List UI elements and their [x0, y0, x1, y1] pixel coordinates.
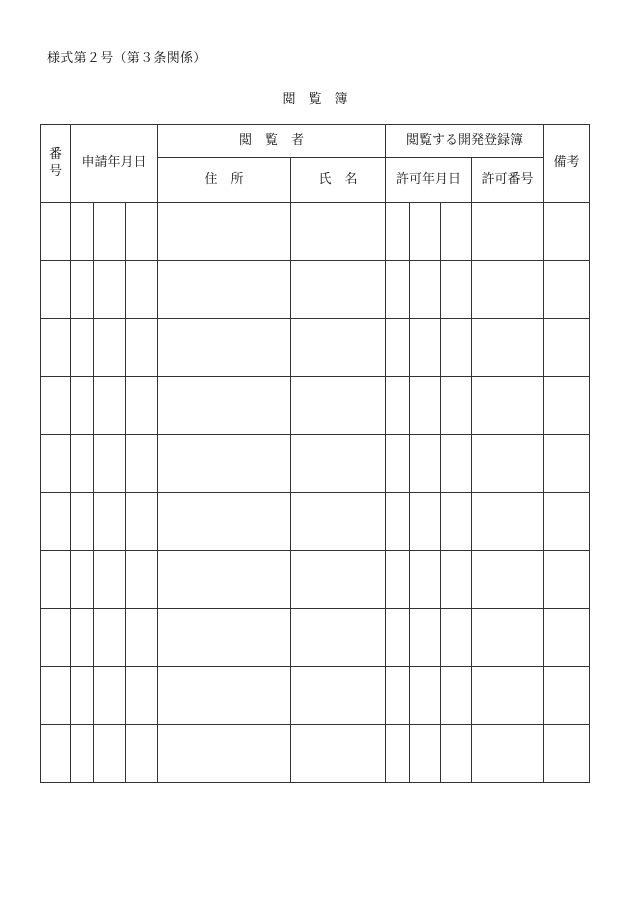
header-number	[41, 125, 71, 203]
cell-app-month	[94, 493, 126, 551]
cell-number	[41, 319, 71, 377]
cell-remarks	[544, 203, 590, 261]
cell-app-day	[126, 377, 158, 435]
table-row	[41, 609, 590, 667]
cell-app-year	[71, 609, 94, 667]
cell-app-month	[94, 319, 126, 377]
cell-permit-day	[441, 261, 472, 319]
cell-permit-number	[472, 609, 544, 667]
cell-remarks	[544, 725, 590, 783]
header-viewer-name: 氏 名	[291, 158, 386, 203]
cell-permit-month	[410, 319, 441, 377]
cell-permit-month	[410, 493, 441, 551]
cell-permit-month	[410, 725, 441, 783]
cell-app-month	[94, 203, 126, 261]
cell-permit-year	[386, 493, 410, 551]
table-row	[41, 319, 590, 377]
cell-app-month	[94, 609, 126, 667]
cell-name	[291, 435, 386, 493]
cell-app-year	[71, 667, 94, 725]
cell-number	[41, 203, 71, 261]
cell-app-day	[126, 261, 158, 319]
cell-permit-number	[472, 435, 544, 493]
cell-permit-month	[410, 261, 441, 319]
table-row	[41, 435, 590, 493]
cell-remarks	[544, 261, 590, 319]
cell-app-day	[126, 203, 158, 261]
cell-address	[158, 609, 291, 667]
cell-app-year	[71, 377, 94, 435]
cell-permit-year	[386, 725, 410, 783]
cell-address	[158, 377, 291, 435]
cell-name	[291, 551, 386, 609]
cell-permit-year	[386, 203, 410, 261]
cell-name	[291, 261, 386, 319]
cell-app-day	[126, 319, 158, 377]
cell-remarks	[544, 609, 590, 667]
cell-app-year	[71, 551, 94, 609]
cell-address	[158, 203, 291, 261]
cell-address	[158, 725, 291, 783]
cell-name	[291, 667, 386, 725]
cell-name	[291, 319, 386, 377]
cell-permit-day	[441, 377, 472, 435]
cell-address	[158, 319, 291, 377]
cell-permit-number	[472, 377, 544, 435]
cell-address	[158, 261, 291, 319]
cell-app-day	[126, 435, 158, 493]
cell-name	[291, 493, 386, 551]
cell-number	[41, 725, 71, 783]
cell-permit-number	[472, 725, 544, 783]
cell-app-day	[126, 551, 158, 609]
cell-remarks	[544, 667, 590, 725]
header-remarks: 備考	[544, 125, 590, 203]
cell-permit-day	[441, 609, 472, 667]
cell-permit-number	[472, 319, 544, 377]
cell-app-month	[94, 725, 126, 783]
cell-address	[158, 551, 291, 609]
table-row	[41, 667, 590, 725]
cell-permit-day	[441, 435, 472, 493]
header-development-register: 閲覧する開発登録簿	[386, 125, 544, 158]
header-viewer: 閲 覧 者	[158, 125, 386, 158]
cell-app-day	[126, 493, 158, 551]
table-row	[41, 261, 590, 319]
cell-address	[158, 435, 291, 493]
header-permit-date: 許可年月日	[386, 158, 472, 203]
cell-number	[41, 609, 71, 667]
cell-name	[291, 377, 386, 435]
cell-permit-year	[386, 609, 410, 667]
cell-remarks	[544, 319, 590, 377]
cell-name	[291, 609, 386, 667]
cell-permit-year	[386, 551, 410, 609]
cell-app-month	[94, 435, 126, 493]
cell-app-day	[126, 609, 158, 667]
cell-permit-month	[410, 667, 441, 725]
header-viewer-address: 住 所	[158, 158, 291, 203]
header-permit-number: 許可番号	[472, 158, 544, 203]
cell-remarks	[544, 435, 590, 493]
cell-permit-year	[386, 377, 410, 435]
cell-app-month	[94, 551, 126, 609]
cell-permit-number	[472, 667, 544, 725]
header-number-char1: 番	[48, 146, 62, 162]
table-row	[41, 725, 590, 783]
cell-number	[41, 551, 71, 609]
cell-app-month	[94, 261, 126, 319]
cell-permit-year	[386, 435, 410, 493]
cell-permit-month	[410, 551, 441, 609]
cell-name	[291, 203, 386, 261]
cell-remarks	[544, 493, 590, 551]
cell-number	[41, 493, 71, 551]
cell-permit-day	[441, 551, 472, 609]
cell-address	[158, 667, 291, 725]
form-number: 様式第２号（第３条関係）	[47, 51, 207, 66]
table-row	[41, 203, 590, 261]
cell-app-year	[71, 725, 94, 783]
header-application-date: 申請年月日	[71, 125, 158, 203]
cell-permit-number	[472, 261, 544, 319]
cell-permit-month	[410, 609, 441, 667]
cell-permit-year	[386, 667, 410, 725]
cell-app-year	[71, 319, 94, 377]
cell-app-month	[94, 377, 126, 435]
table-row	[41, 493, 590, 551]
cell-permit-month	[410, 203, 441, 261]
cell-remarks	[544, 377, 590, 435]
cell-app-year	[71, 435, 94, 493]
cell-permit-number	[472, 493, 544, 551]
cell-permit-month	[410, 377, 441, 435]
cell-permit-day	[441, 667, 472, 725]
cell-app-year	[71, 261, 94, 319]
table-row	[41, 551, 590, 609]
cell-app-day	[126, 667, 158, 725]
cell-number	[41, 377, 71, 435]
viewing-register-table	[40, 124, 590, 783]
cell-app-year	[71, 203, 94, 261]
header-number-char2: 号	[48, 164, 62, 180]
cell-app-day	[126, 725, 158, 783]
cell-permit-day	[441, 493, 472, 551]
table-row	[41, 377, 590, 435]
cell-remarks	[544, 551, 590, 609]
cell-permit-day	[441, 725, 472, 783]
cell-permit-day	[441, 203, 472, 261]
cell-number	[41, 435, 71, 493]
cell-permit-year	[386, 261, 410, 319]
document-title: 閲 覧 簿	[282, 92, 348, 107]
cell-permit-year	[386, 319, 410, 377]
cell-address	[158, 493, 291, 551]
cell-app-month	[94, 667, 126, 725]
cell-app-year	[71, 493, 94, 551]
cell-permit-number	[472, 203, 544, 261]
cell-permit-number	[472, 551, 544, 609]
cell-permit-month	[410, 435, 441, 493]
cell-name	[291, 725, 386, 783]
cell-permit-day	[441, 319, 472, 377]
cell-number	[41, 261, 71, 319]
cell-number	[41, 667, 71, 725]
